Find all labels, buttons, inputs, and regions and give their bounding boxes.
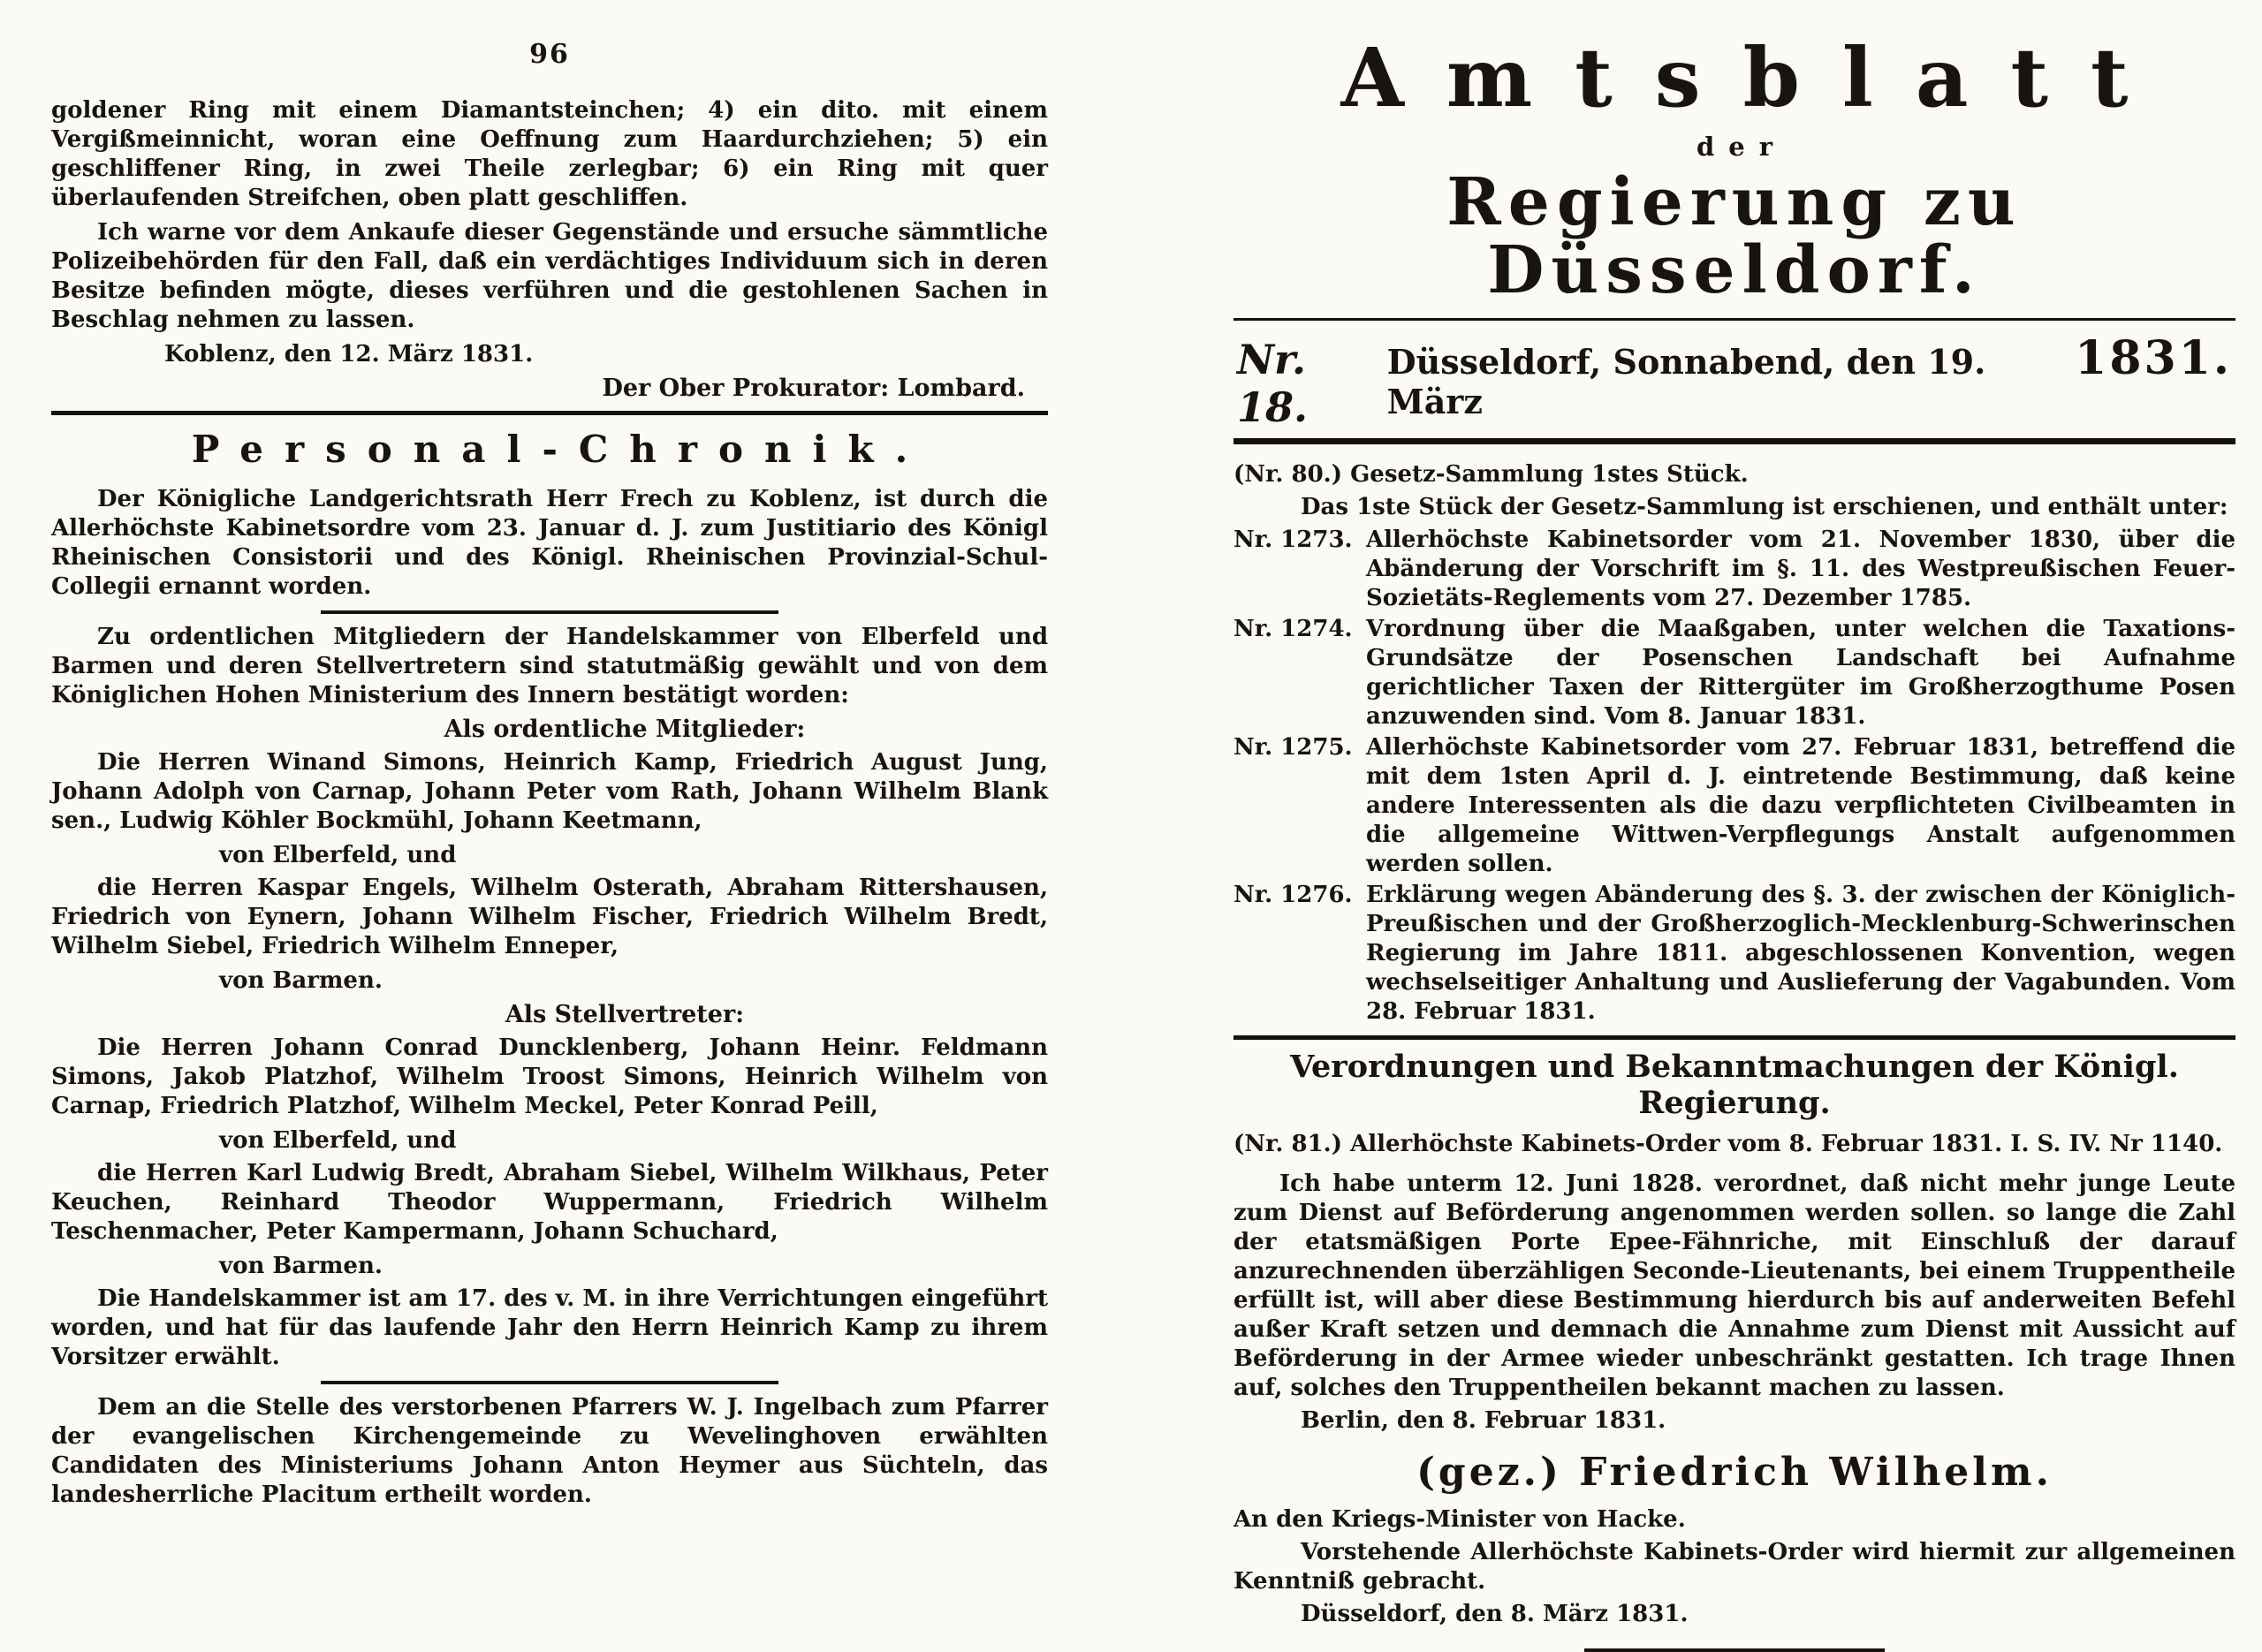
section-divider [51, 411, 1048, 415]
royal-signature: (gez.) Friedrich Wilhelm. [1416, 1449, 2053, 1495]
ordinary-members-heading: Als ordentliche Mitglieder: [444, 716, 806, 743]
gesetz-sammlung-intro: Das 1ste Stück der Gesetz-Sammlung ist erschienen, und enthält unter: [1301, 493, 2228, 520]
law-entry [1233, 733, 2235, 879]
elberfeld-members-paragraph: Die Herren Winand Simons, Heinrich Kamp, Friedrich August Jung, Johann Adolph von Carnap, Johann Peter vom Rath, Johann Wilhelm Blank sen., Ludwig Köhler Bockmühl, Johann Keetmann, [51, 749, 1048, 834]
promulgation-paragraph: Vorstehende Allerhöchste Kabinets-Order wird hiermit zur allgemeinen Kenntniß gebracht. [1233, 1538, 2235, 1595]
chamber-installation-paragraph: Die Handelskammer ist am 17. des v. M. in ihre Verrichtungen eingeführt worden, und hat für das laufende Jahr den Herrn Heinrich Kamp zu ihrem Vorsitzer erwählt. [51, 1285, 1048, 1370]
law-entry-text: Allerhöchste Kabinetsorder vom 21. November 1830, über die Abänderung der Vorschrift im §. 11. des Westpreußischen Feuer-Sozietäts-Reglements vom 27. Dezember 1785. [1366, 526, 2235, 611]
issue-dateline: Düsseldorf, Sonnabend, den 19. März [1386, 341, 1986, 421]
page-number: 96 [529, 39, 570, 70]
left-page [51, 39, 1048, 1515]
barmen-origin-line-2: von Barmen. [219, 1253, 383, 1279]
appointment-paragraph: Der Königliche Landgerichtsrath Herr Frech zu Koblenz, ist durch die Allerhöchste Kabinetsordre vom 23. Januar d. J. zum Justitiario des Königl Rheinischen Consistorii und des Königl. Rheinischen Provinzial-Schul-Collegii ernannt worden. [51, 486, 1048, 600]
law-entry-number: Nr. 1276. [1233, 881, 1353, 908]
deputies-heading: Als Stellvertreter: [505, 1001, 745, 1028]
pastor-paragraph: Dem an die Stelle des verstorbenen Pfarrers W. J. Ingelbach zum Pfarrer der evangelischen Kirchengemeinde zu Wevelinghoven erwählten Candidaten des Ministeriums Johann Anton Heymer aus Süchteln, das landesherrliche Placitum ertheilt worden. [51, 1394, 1048, 1508]
issue-number: Nr. 18. [1237, 335, 1309, 431]
berlin-dateline: Berlin, den 8. Februar 1831. [1301, 1406, 1666, 1434]
duesseldorf-dateline: Düsseldorf, den 8. März 1831. [1301, 1600, 1689, 1627]
law-entry-text: Vrordnung über die Maaßgaben, unter welchen die Taxations-Grundsätze der Posenschen Landschaft bei Aufnahme gerichtlicher Taxen der Rittergüter im Großherzogthume Posen anzuwenden sind. Vom 8. Januar 1831. [1366, 615, 2235, 730]
law-entry-number: Nr. 1274. [1233, 615, 1353, 642]
chamber-intro-paragraph: Zu ordentlichen Mitgliedern der Handelskammer von Elberfeld und Barmen und deren Stellvertretern sind statutmäßig gewählt und von dem Königlichen Hohen Ministerium des Innern bestätigt worden: [51, 624, 1048, 709]
barmen-origin-line: von Barmen. [219, 967, 383, 994]
addressee-line: An den Kriegs-Minister von Hacke. [1233, 1505, 1686, 1533]
cabinet-order-reference: (Nr. 81.) Allerhöchste Kabinets-Order vom 8. Februar 1831. I. S. IV. Nr 1140. [1233, 1130, 2223, 1157]
koblenz-dateline: Koblenz, den 12. März 1831. [164, 341, 534, 368]
continuation-paragraph: goldener Ring mit einem Diamantsteinchen; 4) ein dito. mit einem Vergißmeinnicht, woran eine Oeffnung zum Haardurchziehen; 5) ein geschliffener Ring, in zwei Theile zerlegbar; 6) ein Ring mit quer überlaufenden Streifchen, oben platt geschliffen. [51, 97, 1048, 211]
gesetz-sammlung-heading: (Nr. 80.) Gesetz-Sammlung 1stes Stück. [1233, 460, 1749, 488]
masthead-subtitle: Regierung zu Düsseldorf. [1446, 163, 2023, 309]
elberfeld-origin-line-2: von Elberfeld, und [219, 1127, 457, 1154]
issue-year: 1831. [2075, 330, 2232, 385]
masthead-title: Amtsblatt [1340, 30, 2171, 125]
end-rule [1584, 1648, 1885, 1652]
masthead-divider [1233, 318, 2235, 321]
elberfeld-deputies-paragraph: Die Herren Johann Conrad Duncklenberg, Johann Heinr. Feldmann Simons, Jakob Platzhof, Wilhelm Troost Simons, Heinrich Wilhelm von Carnap, Friedrich Platzhof, Wilhelm Meckel, Peter Konrad Peill, [51, 1034, 1048, 1119]
law-entry-text: Erklärung wegen Abänderung des §. 3. der zwischen der Königlich-Preußischen und der Großherzoglich-Mecklenburg-Schwerinschen Regierung im Jahre 1811. abgeschlossenen Konvention, wegen wechselseitiger Anhaltung und Auslieferung der Vagabunden. Vom 28. Februar 1831. [1366, 881, 2235, 1025]
ordinances-section-heading: Verordnungen und Bekanntmachungen der Königl. Regierung. [1290, 1048, 2179, 1121]
cabinet-order-body: Ich habe unterm 12. Juni 1828. verordnet, daß nicht mehr junge Leute zum Dienst auf Beförderung angenommen werden sollen. so lange die Zahl der etatsmäßigen Porte Epee-Fähnriche, mit Einschluß der darauf anzurechnenden überzähligen Seconde-Lieutenants, bei einem Truppentheile erfüllt ist, will aber diese Bestimmung hierdurch bis auf anderweiten Befehl außer Kraft setzen und demnach die Annahme zum Dienst mit Aussicht auf Beförderung in der Armee wieder unbeschränkt gestatten. Ich trage Ihnen auf, solches den Truppentheilen bekannt machen zu lassen. [1233, 1170, 2235, 1401]
law-entry-number: Nr. 1273. [1233, 526, 1353, 553]
dateline-divider [1233, 438, 2235, 444]
law-entry [1233, 615, 2235, 731]
masthead-der: der [1696, 131, 1787, 162]
right-page [1233, 21, 2235, 1652]
warning-paragraph: Ich warne vor dem Ankaufe dieser Gegenstände und ersuche sämmtliche Polizeibehörden für den Fall, daß ein verdächtiges Individuum sich in deren Besitze befinden mögte, dieses verführen und die gestohlenen Sachen in Beschlag nehmen zu lassen. [51, 219, 1048, 333]
personal-chronik-heading: Personal-Chronik. [191, 428, 930, 471]
short-divider [321, 610, 779, 614]
prosecutor-signature: Der Ober Prokurator: Lombard. [602, 375, 1025, 402]
barmen-members-paragraph: die Herren Kaspar Engels, Wilhelm Osterath, Abraham Rittershausen, Friedrich von Eynern, Johann Wilhelm Fischer, Friedrich Wilhelm Bredt, Wilhelm Siebel, Friedrich Wilhelm Enneper, [51, 875, 1048, 959]
issue-dateline-row [1237, 331, 2232, 431]
barmen-deputies-paragraph: die Herren Karl Ludwig Bredt, Abraham Siebel, Wilhelm Wilkhaus, Peter Keuchen, Reinhard Theodor Wuppermann, Friedrich Wilhelm Teschenmacher, Peter Kampermann, Johann Schuchard, [51, 1160, 1048, 1245]
law-entry [1233, 526, 2235, 613]
law-entry-number: Nr. 1275. [1233, 733, 1353, 761]
elberfeld-origin-line: von Elberfeld, und [219, 842, 457, 868]
ordinances-divider [1233, 1035, 2235, 1040]
short-divider-2 [321, 1381, 779, 1384]
law-entry [1233, 881, 2235, 1027]
law-entry-text: Allerhöchste Kabinetsorder vom 27. Februar 1831, betreffend die mit dem 1sten April d. J. eintretende Bestimmung, daß keine andere Interessenten als die dazu verpflichteten Civilbeamten in die allgemeine Wittwen-Verpflegungs Anstalt aufgenommen werden sollen. [1366, 733, 2235, 877]
